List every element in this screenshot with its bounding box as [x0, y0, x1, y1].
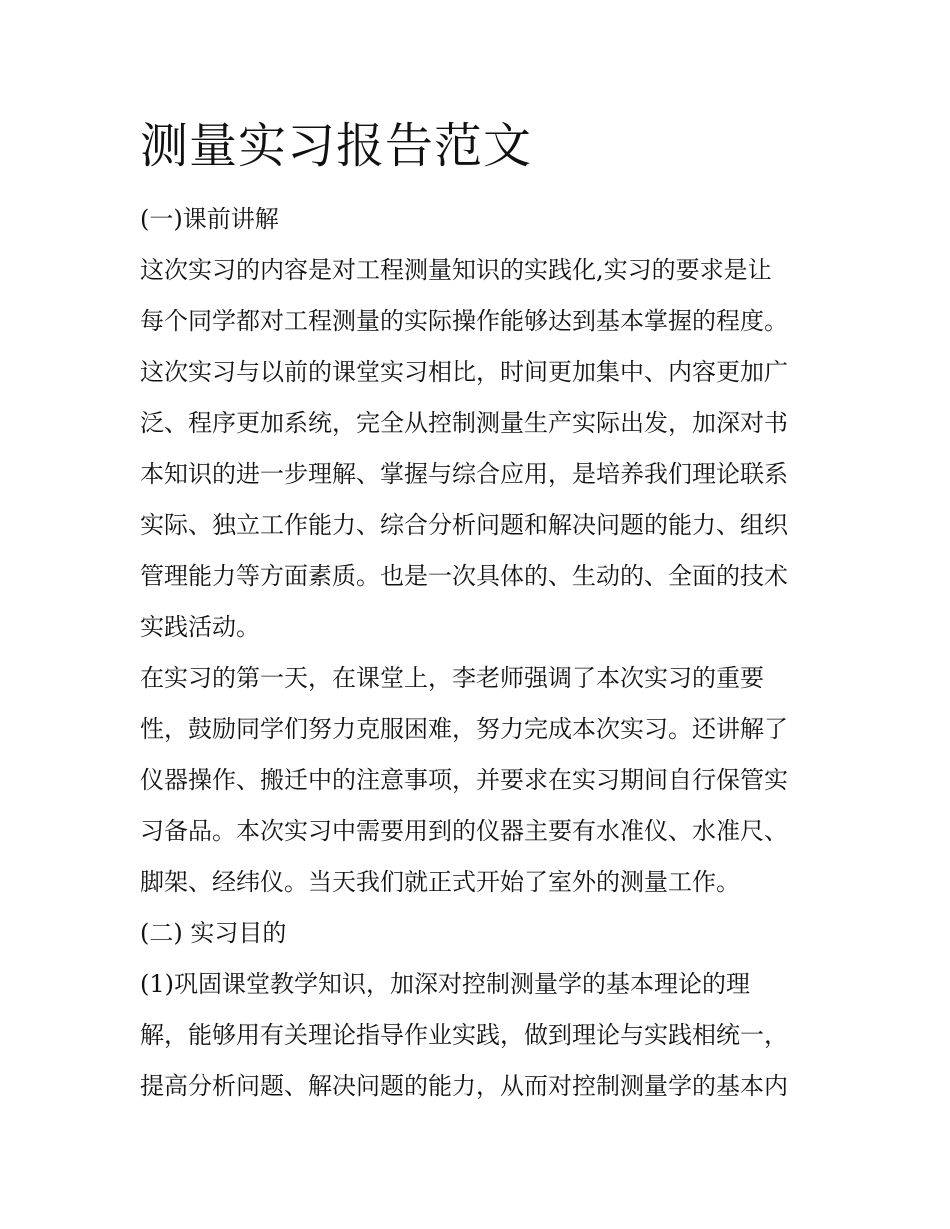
text-line: 每个同学都对工程测量的实际操作能够达到基本掌握的程度。 — [140, 307, 788, 335]
text-line: 性，鼓励同学们努力克服困难，努力完成本次实习。还讲解了 — [140, 715, 788, 743]
text-line: 仪器操作、搬迁中的注意事项，并要求在实习期间自行保管实 — [140, 766, 788, 794]
text-line: 这次实习与以前的课堂实习相比，时间更加集中、内容更加广 — [140, 358, 788, 386]
text-line: 泛、程序更加系统，完全从控制测量生产实际出发，加深对书 — [140, 409, 788, 437]
text-line: 实际、独立工作能力、综合分析问题和解决问题的能力、组织 — [140, 511, 788, 539]
text-line: (1)巩固课堂教学知识，加深对控制测量学的基本理论的理 — [140, 970, 750, 998]
text-line: 提高分析问题、解决问题的能力，从而对控制测量学的基本内 — [140, 1072, 788, 1100]
text-line: 管理能力等方面素质。也是一次具体的、生动的、全面的技术 — [140, 562, 788, 590]
document-title: 测量实习报告范文 — [140, 118, 533, 174]
section-heading-course-intro: (一)课前讲解 — [140, 205, 279, 233]
section-heading-purpose: (二) 实习目的 — [140, 919, 287, 947]
document-page — [140, 112, 820, 1112]
text-line: 解，能够用有关理论指导作业实践，做到理论与实践相统一， — [140, 1021, 788, 1049]
document-body — [140, 194, 820, 1112]
text-line: 实践活动。 — [140, 613, 260, 641]
text-line: 本知识的进一步理解、掌握与综合应用，是培养我们理论联系 — [140, 460, 788, 488]
text-line: 在实习的第一天，在课堂上，李老师强调了本次实习的重要 — [140, 664, 764, 692]
text-line: 习备品。本次实习中需要用到的仪器主要有水准仪、水准尺、 — [140, 817, 788, 845]
text-line: 脚架、经纬仪。当天我们就正式开始了室外的测量工作。 — [140, 868, 740, 896]
text-line: 这次实习的内容是对工程测量知识的实践化,实习的要求是让 — [140, 256, 772, 284]
